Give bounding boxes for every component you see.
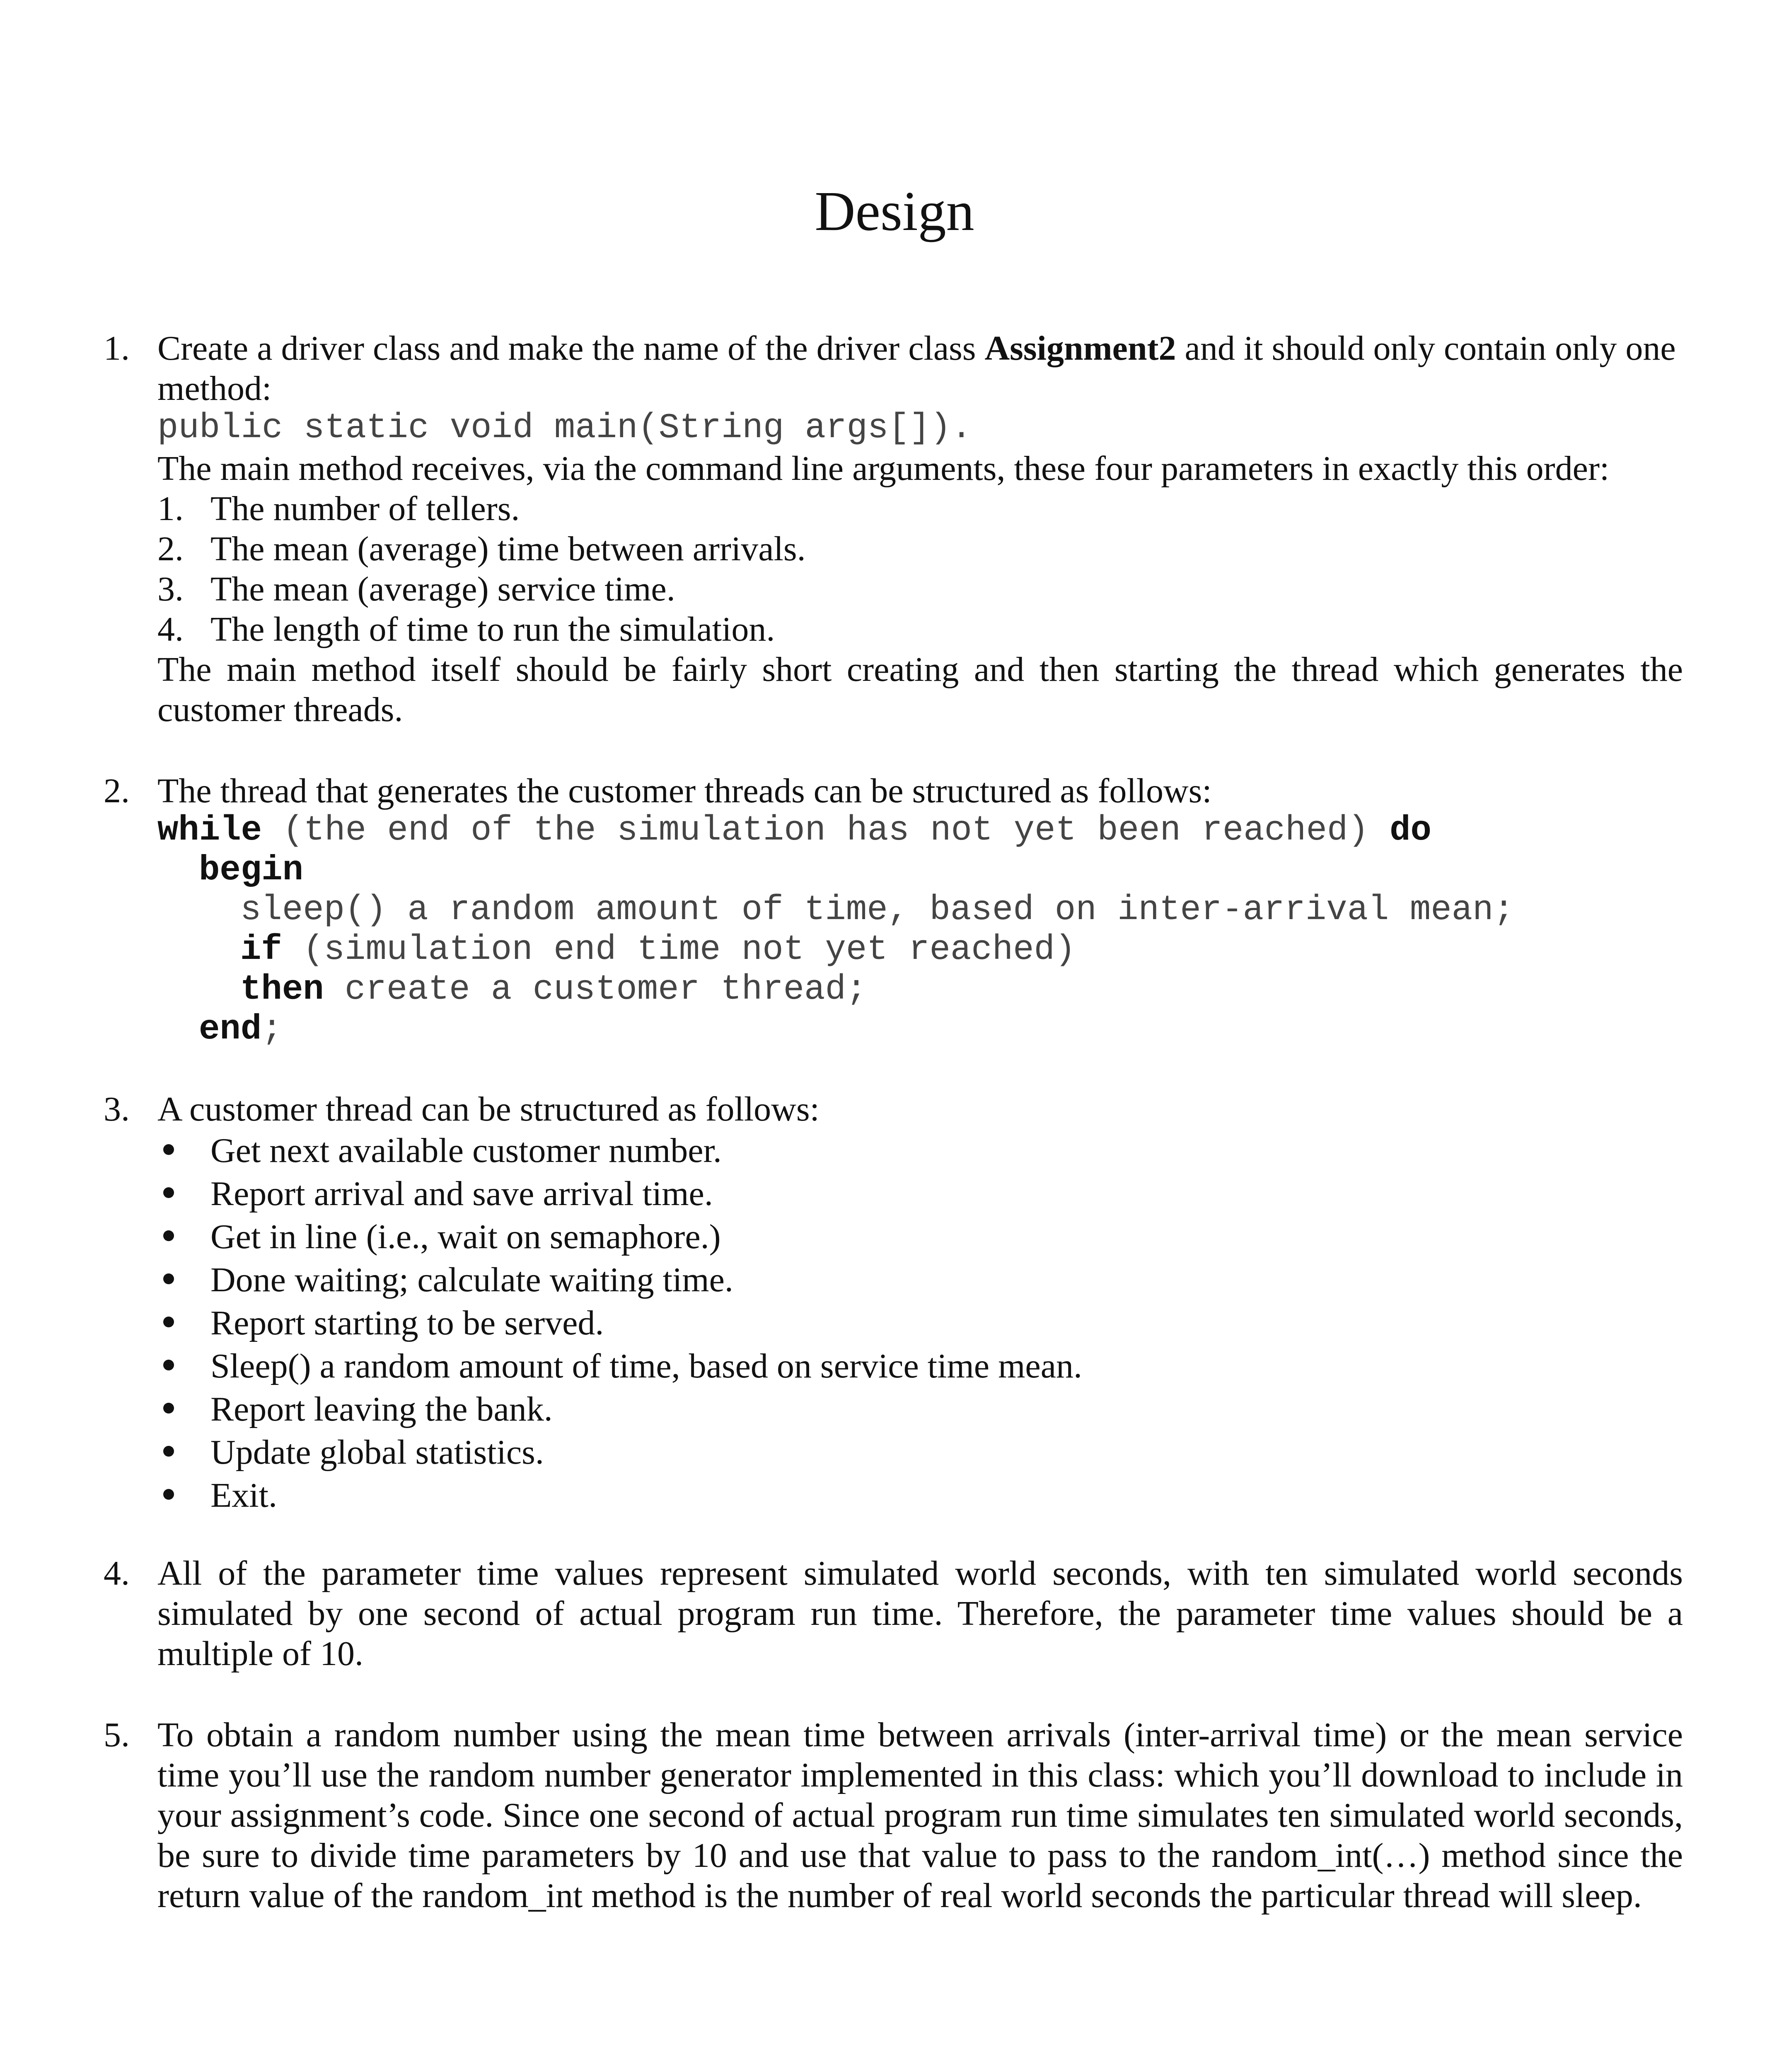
section-1-number: 1. (104, 329, 130, 368)
section-1-intro-text-b: and it should only contain only one method: (157, 329, 1676, 408)
bullet-icon (163, 1360, 174, 1370)
section-5-number: 5. (104, 1716, 130, 1754)
bullet-icon (163, 1403, 174, 1414)
code-sleep-line (157, 891, 1683, 930)
driver-class-name: Assignment2 (984, 329, 1176, 368)
section-5-text: To obtain a random number using the mean time between arrivals (inter-arrival time) or the mean service time you’ll use the random number generator implemented in this class: which you’ll download to include in your assignment’s code. Since one second of actual program run time simulates ten simulated world seconds, be sure to divide time parameters by 10 and use that value to pass to the random_int(…) method since the return value of the random_int method is the number of real world seconds the particular thread will sleep. (157, 1716, 1683, 1915)
list-item-text: Get in line (i.e., wait on semaphore.) (210, 1218, 721, 1256)
list-item (157, 1345, 1683, 1388)
list-item (157, 1129, 1683, 1172)
list-item (157, 1215, 1683, 1259)
list-item-text: Get next available customer number. (210, 1131, 722, 1170)
list-item (157, 1474, 1683, 1517)
sleep-statement: sleep() a random amount of time, based on inter-arrival mean; (240, 891, 1514, 930)
list-item-text: The length of time to run the simulation. (210, 610, 775, 649)
list-item-number: 1. (157, 489, 184, 528)
bullet-icon (163, 1273, 174, 1284)
section-1-closing: The main method itself should be fairly short creating and then starting the thread which generates the customer threads. (157, 650, 1683, 729)
section-3-intro: A customer thread can be structured as follows: (157, 1090, 820, 1128)
bullet-icon (163, 1144, 174, 1155)
list-item-text: Done waiting; calculate waiting time. (210, 1261, 733, 1299)
then-statement: create a customer thread; (324, 970, 867, 1009)
list-item (157, 489, 1683, 529)
while-condition: (the end of the simulation has not yet been reached) (262, 811, 1390, 850)
list-item-text: Exit. (210, 1476, 277, 1515)
list-item (157, 609, 1683, 649)
list-item-text: Update global statistics. (210, 1433, 544, 1472)
list-item-text: Sleep() a random amount of time, based on service time mean. (210, 1347, 1082, 1385)
keyword-begin: begin (199, 851, 304, 890)
bullet-icon (163, 1317, 174, 1327)
customer-thread-steps (157, 1129, 1683, 1517)
code-end-line (157, 1010, 1683, 1050)
section-4 (104, 1553, 1683, 1674)
list-item-text: The number of tellers. (210, 489, 520, 528)
list-item-number: 3. (157, 570, 184, 608)
list-item-text: The mean (average) time between arrivals. (210, 530, 806, 568)
end-semicolon: ; (261, 1010, 283, 1049)
code-begin-line (157, 851, 1683, 891)
section-2 (104, 771, 1683, 1050)
list-item (157, 1431, 1683, 1474)
list-item-number: 4. (157, 610, 184, 649)
section-5 (104, 1715, 1683, 1916)
list-item (157, 1388, 1683, 1431)
section-3-number: 3. (104, 1090, 130, 1128)
section-1-intro (157, 328, 1683, 409)
section-3 (104, 1089, 1683, 1517)
params-list (157, 489, 1683, 649)
list-item-text: Report starting to be served. (210, 1304, 604, 1342)
list-item (157, 1302, 1683, 1345)
keyword-then: then (240, 970, 324, 1009)
list-item (157, 1172, 1683, 1215)
keyword-do: do (1390, 811, 1431, 850)
keyword-while: while (157, 811, 262, 850)
code-while-line (157, 811, 1683, 851)
code-then-line (157, 970, 1683, 1010)
list-item (157, 1259, 1683, 1302)
keyword-if: if (240, 930, 282, 970)
bullet-icon (163, 1187, 174, 1198)
list-item-text: Report arrival and save arrival time. (210, 1174, 713, 1213)
params-intro: The main method receives, via the command line arguments, these four parameters in exactly this order: (157, 449, 1610, 488)
if-condition: (simulation end time not yet reached) (282, 930, 1076, 970)
bullet-icon (163, 1489, 174, 1500)
section-1 (104, 328, 1683, 730)
code-if-line (157, 930, 1683, 970)
list-item-text: The mean (average) service time. (210, 570, 675, 608)
section-2-intro: The thread that generates the customer threads can be structured as follows: (157, 772, 1212, 810)
list-item-number: 2. (157, 530, 184, 568)
page-title: Design (815, 180, 974, 242)
section-4-text: All of the parameter time values represent simulated world seconds, with ten simulated world seconds simulated by one second of actual program run time. Therefore, the parameter time values should be a multiple of 10. (157, 1554, 1683, 1673)
bullet-icon (163, 1230, 174, 1241)
keyword-end: end (199, 1010, 262, 1049)
list-item-text: Report leaving the bank. (210, 1390, 553, 1428)
list-item (157, 569, 1683, 609)
list-item (157, 529, 1683, 569)
section-4-number: 4. (104, 1554, 130, 1593)
section-1-intro-text-a: Create a driver class and make the name of the driver class (157, 329, 985, 368)
bullet-icon (163, 1446, 174, 1457)
section-2-number: 2. (104, 772, 130, 810)
main-method-signature: public static void main(String args[]). (157, 409, 972, 448)
